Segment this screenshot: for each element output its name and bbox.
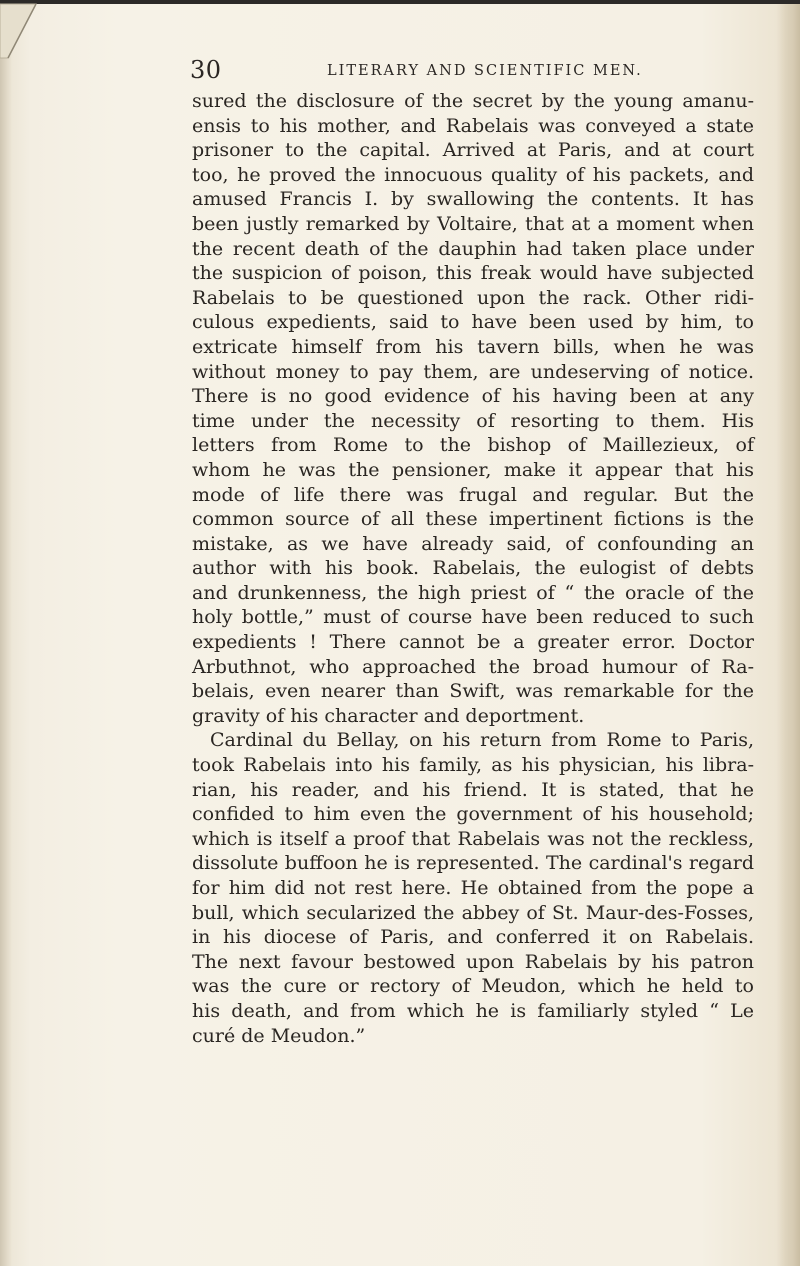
body-text <box>192 89 754 1048</box>
text-line: the recent death of the dauphin had taken place under <box>192 237 754 260</box>
text-line: in his diocese of Paris, and conferred it on Rabelais. <box>192 926 754 949</box>
text-line: and drunkenness, the high priest of “ the oracle of the <box>192 581 754 604</box>
text-line: sured the disclosure of the secret by the young amanu- <box>192 90 754 112</box>
text-line: belais, even nearer than Swift, was remarkable for the <box>192 680 754 703</box>
text-line: gravity of his character and deportment. <box>192 704 585 727</box>
text-line: which is itself a proof that Rabelais was not the reckless, <box>192 827 754 850</box>
text-line: There is no good evidence of his having been at any <box>192 385 754 408</box>
text-line: prisoner to the capital. Arrived at Paris, and at court <box>192 139 754 162</box>
text-line: Arbuthnot, who approached the broad humour of Ra- <box>192 655 754 678</box>
text-line: ensis to his mother, and Rabelais was conveyed a state <box>192 114 754 137</box>
text-line: extricate himself from his tavern bills, when he was <box>192 335 754 358</box>
text-line: culous expedients, said to have been used by him, to <box>192 311 754 334</box>
text-line: took Rabelais into his family, as his physician, his libra- <box>192 754 754 777</box>
text-line: too, he proved the innocuous quality of his packets, and <box>192 163 754 186</box>
running-head: LITERARY AND SCIENTIFIC MEN. <box>327 63 643 79</box>
text-line: the suspicion of poison, this freak would have subjected <box>192 262 754 285</box>
text-line: was the cure or rectory of Meudon, which he held to <box>192 975 754 998</box>
book-gutter <box>0 0 12 1266</box>
text-line: rian, his reader, and his friend. It is stated, that he <box>192 778 754 801</box>
text-line: bull, which secularized the abbey of St. Maur-des-Fosses, <box>192 901 754 924</box>
page-number: 30 <box>190 56 222 84</box>
text-line: amused Francis I. by swallowing the contents. It has <box>192 188 754 211</box>
page-edge <box>776 0 800 1266</box>
text-line: his death, and from which he is familiarly styled “ Le <box>192 999 754 1022</box>
text-line: time under the necessity of resorting to them. His <box>192 409 754 432</box>
text-line: mistake, as we have already said, of confounding an <box>192 532 754 555</box>
text-line: without money to pay them, are undeserving of notice. <box>192 360 754 383</box>
text-line: author with his book. Rabelais, the eulogist of debts <box>192 557 754 580</box>
text-line: confided to him even the government of his household; <box>192 803 754 826</box>
text-line: Cardinal du Bellay, on his return from Rome to Paris, <box>210 729 754 752</box>
text-line: holy bottle,” must of course have been reduced to such <box>192 606 754 629</box>
text-line: The next favour bestowed upon Rabelais by his patron <box>192 950 754 973</box>
text-line: curé de Meudon.” <box>192 1024 366 1047</box>
text-line: mode of life there was frugal and regular. But the <box>192 483 754 506</box>
text-line: common source of all these impertinent fictions is the <box>192 508 754 531</box>
folded-corner <box>0 0 40 60</box>
page-header <box>190 56 750 86</box>
text-line: expedients ! There cannot be a greater error. Doctor <box>192 631 754 654</box>
text-line: dissolute buffoon he is represented. The cardinal's regard <box>192 852 754 875</box>
text-line: for him did not rest here. He obtained from the pope a <box>192 877 754 899</box>
scan-border <box>0 0 800 4</box>
text-line: been justly remarked by Voltaire, that at a moment when <box>192 212 754 235</box>
text-line: letters from Rome to the bishop of Maillezieux, of <box>192 434 754 457</box>
text-line: Rabelais to be questioned upon the rack. Other ridi- <box>192 286 754 309</box>
text-line: whom he was the pensioner, make it appear that his <box>192 458 754 481</box>
